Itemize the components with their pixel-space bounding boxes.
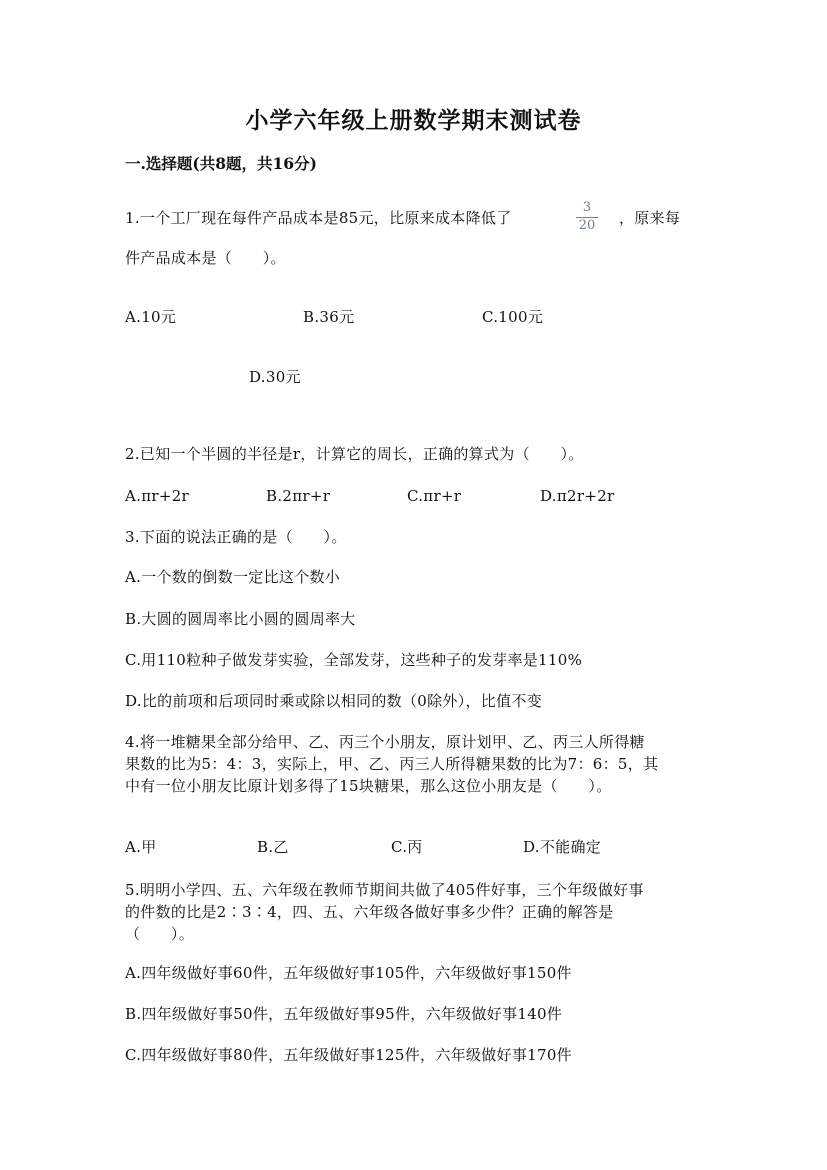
q1-fraction-denominator: 20 xyxy=(578,218,596,233)
q3-text: 3.下面的说法正确的是（ ）。 xyxy=(125,528,347,546)
q5-text-line1: 5.明明小学四、五、六年级在教师节期间共做了405件好事，三个年级做好事 xyxy=(125,881,644,899)
q1-option-d: D.30元 xyxy=(249,368,301,386)
q1-fraction xyxy=(575,201,599,233)
q5-option-a: A.四年级做好事60件，五年级做好事105件，六年级做好事150件 xyxy=(125,964,572,982)
q5-option-b: B.四年级做好事50件，五年级做好事95件，六年级做好事140件 xyxy=(125,1005,563,1023)
q3-option-d: D.比的前项和后项同时乘或除以相同的数（0除外），比值不变 xyxy=(125,692,543,710)
q4-text-line2: 果数的比为5：4：3，实际上，甲、乙、丙三人所得糖果数的比为7：6：5，其 xyxy=(125,755,659,773)
q3-option-c: C.用110粒种子做发芽实验，全部发芽，这些种子的发芽率是110% xyxy=(125,651,583,669)
q5-text-line3: （ ）。 xyxy=(125,925,195,943)
q1-text-line1: 1.一个工厂现在每件产品成本是85元，比原来成本降低了 xyxy=(125,209,512,227)
q2-option-a: A.πr+2r xyxy=(125,487,190,505)
q4-option-a: A.甲 xyxy=(125,838,157,856)
q3-option-a: A.一个数的倒数一定比这个数小 xyxy=(125,568,341,586)
section-heading: 一.选择题(共8题，共16分) xyxy=(125,154,317,173)
q2-option-b: B.2πr+r xyxy=(266,487,331,505)
page-title: 小学六年级上册数学期末测试卷 xyxy=(245,107,582,134)
q1-option-a: A.10元 xyxy=(125,308,177,326)
q2-option-c: C.πr+r xyxy=(407,487,462,505)
q4-text-line1: 4.将一堆糖果全部分给甲、乙、丙三个小朋友，原计划甲、乙、丙三人所得糖 xyxy=(125,733,645,751)
q4-option-d: D.不能确定 xyxy=(523,838,602,856)
q2-option-d: D.π2r+2r xyxy=(540,487,615,505)
q1-option-b: B.36元 xyxy=(303,308,355,326)
q1-fraction-numerator: 3 xyxy=(582,200,592,215)
q2-text: 2.已知一个半圆的半径是r，计算它的周长，正确的算式为（ ）。 xyxy=(125,445,584,463)
q5-text-line2: 的件数的比是2∶3∶4，四、五、六年级各做好事多少件？正确的解答是 xyxy=(125,903,614,921)
q4-text-line3: 中有一位小朋友比原计划多得了15块糖果，那么这位小朋友是（ ）。 xyxy=(125,777,612,795)
q4-option-c: C.丙 xyxy=(391,838,423,856)
q3-option-b: B.大圆的圆周率比小圆的圆周率大 xyxy=(125,610,356,628)
q1-text-line2: 件产品成本是（ ）。 xyxy=(125,249,286,267)
q4-option-b: B.乙 xyxy=(257,838,289,856)
q5-option-c: C.四年级做好事80件，五年级做好事125件，六年级做好事170件 xyxy=(125,1046,572,1064)
q1-option-c: C.100元 xyxy=(482,308,544,326)
q1-text-line1-end: ，原来每 xyxy=(619,209,681,227)
